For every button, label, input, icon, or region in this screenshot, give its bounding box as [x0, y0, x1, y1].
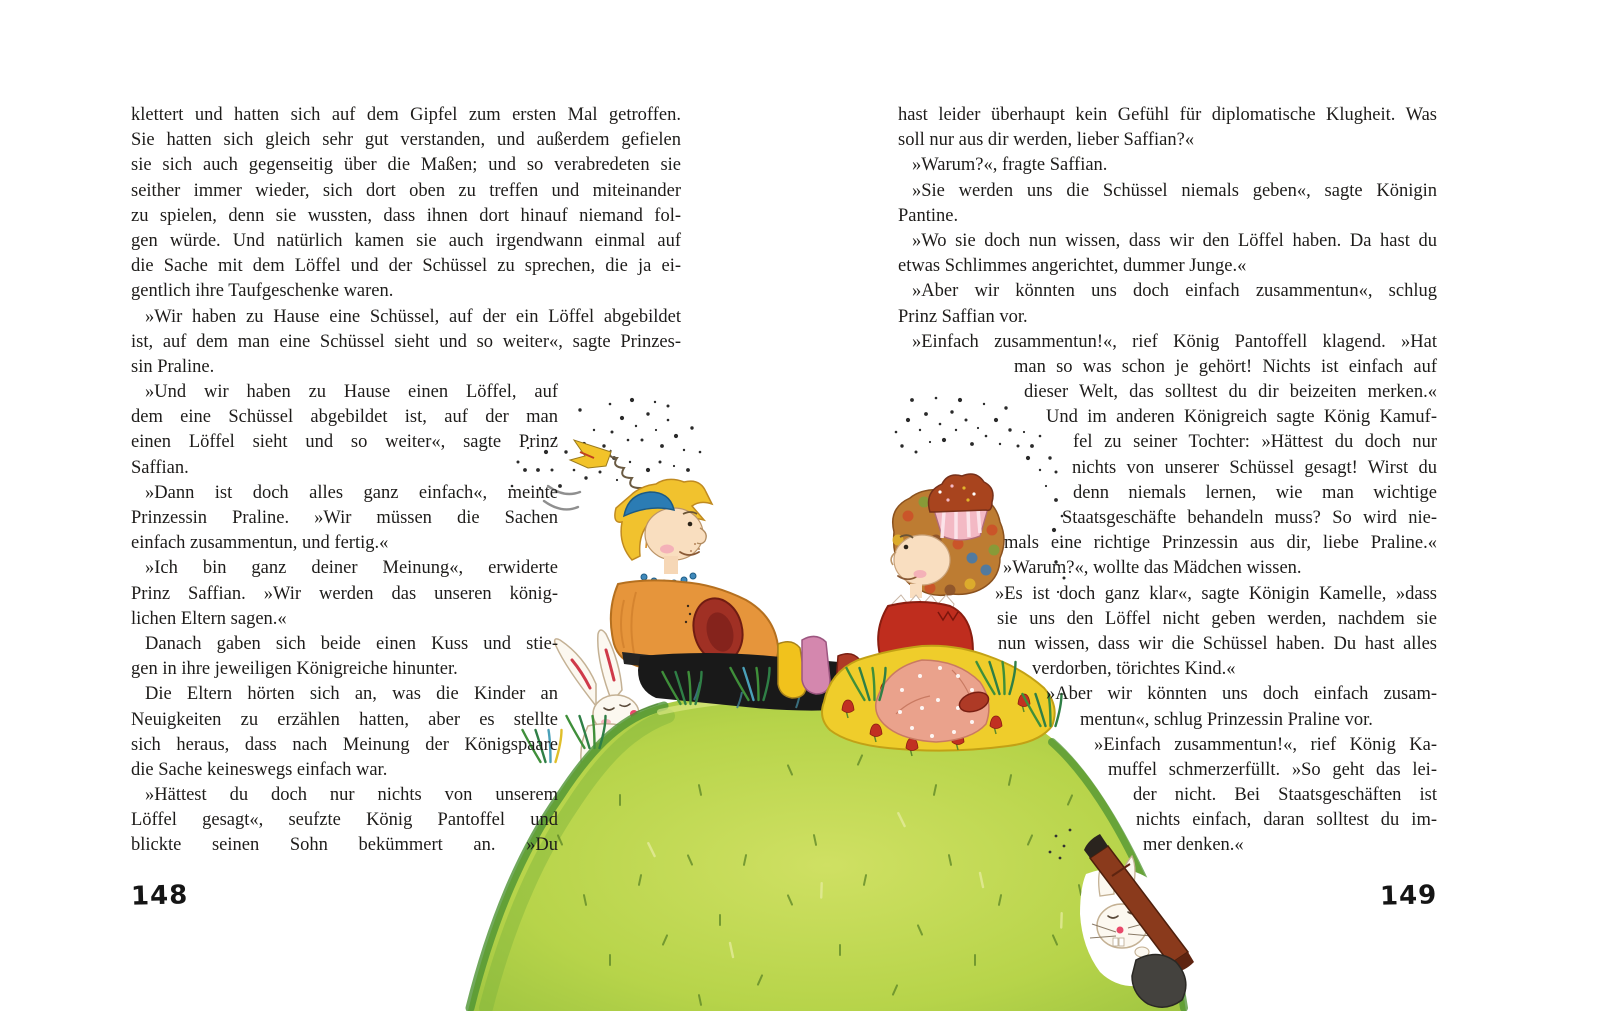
- text-line: »Und wir haben zu Hause einen Löffel, auf: [145, 382, 558, 403]
- text-line: »Aber wir könnten uns doch einfach zusammentun«, schlug: [912, 281, 1437, 302]
- page-number-right: 149: [1379, 880, 1438, 912]
- text-line: denn niemals lernen, wie man wichtige: [1073, 482, 1437, 503]
- text-line: »Warum?«, fragte Saffian.: [912, 155, 1108, 176]
- text-line: »Aber wir könnten uns doch einfach zusam-: [1046, 684, 1437, 705]
- text-line: fel zu seiner Tochter: »Hättest du doch nur: [1073, 432, 1437, 453]
- text-line: »Es ist doch ganz klar«, sagte Königin Kamelle, »dass: [995, 583, 1437, 604]
- text-line: dieser Welt, das solltest du dir beizeiten merken.«: [1024, 382, 1437, 403]
- text-line: etwas Schlimmes angerichtet, dummer Junge.«: [898, 256, 1247, 277]
- text-line: blickte seinen Sohn bekümmert an. »Du: [131, 835, 558, 856]
- text-line: Saffian.: [131, 457, 189, 478]
- text-line: die Sache keineswegs einfach war.: [131, 759, 388, 780]
- text-line: man so was schon je gehört! Nichts ist einfach auf: [1014, 356, 1437, 377]
- text-line: sin Praline.: [131, 356, 215, 377]
- text-line: »Wo sie doch nun wissen, dass wir den Löffel haben. Da hast du: [912, 230, 1437, 251]
- text-line: Prinz Saffian. »Wir werden das unseren könig-: [131, 583, 558, 604]
- text-line: »Ich bin ganz deiner Meinung«, erwiderte: [145, 558, 558, 579]
- text-line: gentlich ihre Taufgeschenke waren.: [131, 281, 394, 302]
- text-line: mer denken.«: [1143, 835, 1244, 856]
- text-line: Die Eltern hörten sich an, was die Kinder an: [145, 684, 558, 705]
- text-line: nun wissen, dass wir die Schüssel haben. Du hast alles: [998, 633, 1437, 654]
- text-line: »Einfach zusammentun!«, rief König Pantoffell klagend. »Hat: [912, 331, 1437, 352]
- text-line: seither immer wieder, sich dort oben zu treffen und miteinander: [131, 180, 681, 201]
- page-left: [130, 103, 681, 912]
- text-line: hast leider überhaupt kein Gefühl für diplomatische Klugheit. Was: [898, 105, 1437, 125]
- text-line: klettert und hatten sich auf dem Gipfel zum ersten Mal getroffen.: [131, 105, 681, 125]
- text-line: »Warum?«, wollte das Mädchen wissen.: [1003, 558, 1302, 579]
- text-line: Prinzessin Praline. »Wir müssen die Sachen: [131, 508, 558, 528]
- text-line: »Hättest du doch nur nichts von unserem: [145, 785, 558, 806]
- text-line: verdorben, törichtes Kind.«: [1032, 659, 1236, 680]
- text-line: Neuigkeiten zu erzählen hatten, aber es stellte: [131, 709, 558, 730]
- text-line: muffel schmerzerfüllt. »So geht das lei-: [1108, 759, 1437, 780]
- text-line: »Sie werden uns die Schüssel niemals geben«, sagte Königin: [912, 180, 1437, 201]
- text-line: »Einfach zusammentun!«, rief König Ka-: [1094, 734, 1437, 755]
- text-line: gen würde. Und natürlich kamen sie auch irgendwann einmal auf: [131, 230, 681, 251]
- text-line: lichen Eltern sagen.«: [131, 608, 287, 629]
- text-line: ist, auf dem man eine Schüssel sieht und so weiter«, sagte Prinzes-: [131, 331, 681, 352]
- text-line: mals eine richtige Prinzessin aus dir, liebe Praline.«: [1004, 533, 1437, 554]
- text-line: sie sich auch gegenseitig über die Maßen; und so verabredeten sie: [131, 155, 681, 176]
- text-line: einfach zusammentun, und fertig.«: [131, 533, 389, 554]
- text-line: Sie hatten sich gleich sehr gut verstanden, und außerdem gefielen: [131, 130, 681, 151]
- text-line: gen in ihre jeweiligen Königreiche hinunter.: [131, 659, 458, 680]
- page-number-left: 148: [130, 880, 189, 912]
- text-line: Und im anderen Königreich sagte König Kamuf-: [1046, 407, 1437, 428]
- text-line: nichts von unserer Schüssel gesagt! Wirst du: [1072, 457, 1437, 478]
- pink-boot: [802, 636, 830, 694]
- text-line: mentun«, schlug Prinzessin Praline vor.: [1080, 709, 1373, 730]
- text-line: Prinz Saffian vor.: [898, 306, 1028, 327]
- text-line: Danach gaben sich beide einen Kuss und stie-: [145, 633, 558, 654]
- text-line: dem eine Schüssel abgebildet ist, auf der man: [131, 407, 558, 428]
- text-line: nichts einfach, daran solltest du im-: [1136, 810, 1437, 831]
- text-line: sich heraus, dass nach Meinung der Königspaare: [131, 734, 558, 755]
- page-right: [898, 103, 1438, 912]
- text-line: sie uns den Löffel nicht geben werden, nachdem sie: [997, 608, 1437, 629]
- text-line: Staatsgeschäfte behandeln muss? So wird nie-: [1062, 508, 1437, 528]
- text-line: Pantine.: [898, 205, 959, 226]
- text-line: Löffel gesagt«, seufzte König Pantoffel und: [131, 810, 558, 831]
- text-line: einen Löffel sieht und so weiter«, sagte Prinz: [131, 432, 558, 453]
- text-line: zu spielen, denn sie wussten, dass ihnen dort hinauf niemand fol-: [131, 205, 681, 226]
- text-line: »Dann ist doch alles ganz einfach«, meinte: [145, 482, 558, 503]
- text-line: die Sache mit dem Löffel und der Schüssel zu sprechen, die ja ei-: [131, 256, 681, 277]
- text-line: soll nur aus dir werden, lieber Saffian?«: [898, 130, 1195, 151]
- text-line: »Wir haben zu Hause eine Schüssel, auf der ein Löffel abgebildet: [145, 306, 681, 327]
- text-line: der nicht. Bei Staatsgeschäften ist: [1133, 785, 1437, 806]
